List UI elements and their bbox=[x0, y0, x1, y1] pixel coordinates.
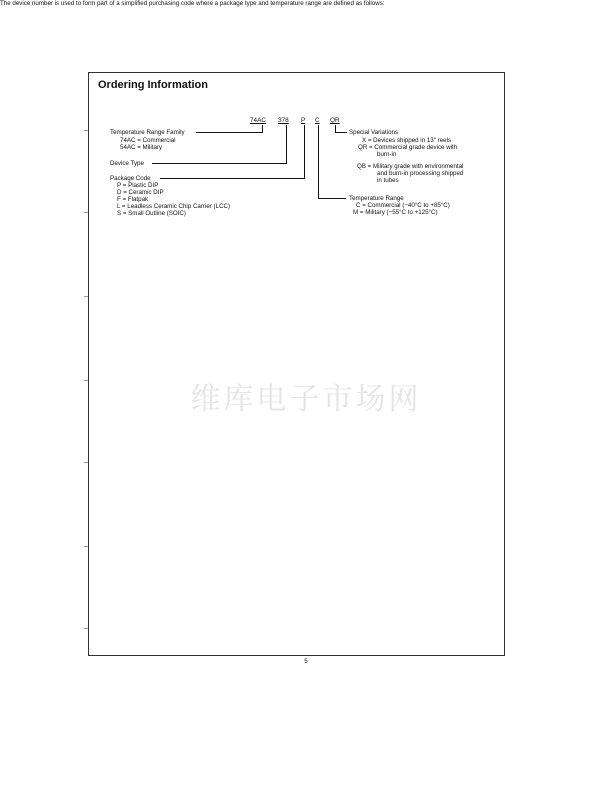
margin-tick bbox=[84, 130, 88, 131]
package-code-label: Package Code bbox=[110, 175, 151, 182]
leader-line-family bbox=[196, 132, 263, 133]
margin-tick bbox=[84, 546, 88, 547]
family-item: 54AC = Military bbox=[120, 144, 163, 151]
temperature-item: M = Military (−55°C to +125°C) bbox=[353, 209, 438, 216]
margin-tick bbox=[84, 296, 88, 297]
code-temperature: C bbox=[315, 117, 320, 124]
leader-line-package bbox=[160, 178, 305, 179]
special-item: QR = Commercial grade device with bbox=[358, 144, 458, 151]
leader-line-package bbox=[304, 125, 305, 179]
code-device: 378 bbox=[278, 117, 289, 124]
package-item: F = Flatpak bbox=[117, 196, 149, 203]
special-variations-label: Special Variations bbox=[349, 129, 399, 136]
package-item: D = Ceramic DIP bbox=[117, 189, 164, 196]
page-number: 5 bbox=[304, 658, 308, 665]
family-label: Temperature Range Family bbox=[110, 129, 185, 136]
package-item: L = Leadless Ceramic Chip Carrier (LCC) bbox=[117, 203, 231, 210]
special-item-continued: burn-in bbox=[377, 151, 397, 158]
leader-line-special bbox=[335, 132, 347, 133]
margin-tick bbox=[84, 462, 88, 463]
leader-line-device bbox=[152, 163, 287, 164]
special-item: X = Devices shipped in 13" reels bbox=[362, 137, 452, 144]
temperature-range-label: Temperature Range bbox=[349, 195, 404, 202]
leader-line-temperature bbox=[318, 125, 319, 199]
leader-line-device bbox=[286, 125, 287, 163]
margin-tick bbox=[84, 628, 88, 629]
special-item-continued: and burn-in processing shipped bbox=[377, 170, 464, 177]
code-family: 74AC bbox=[250, 117, 266, 124]
section-title: Ordering Information bbox=[98, 79, 208, 91]
package-item: P = Plastic DIP bbox=[117, 182, 159, 189]
intro-paragraph: The device number is used to form part of a simplified purchasing code where a package type and temperature range are defined as follows: bbox=[0, 0, 385, 7]
code-package: P bbox=[301, 117, 306, 124]
family-item: 74AC = Commercial bbox=[120, 137, 176, 144]
package-item: S = Small Outline (SOIC) bbox=[117, 210, 186, 217]
special-item: QB = Military grade with environmental bbox=[357, 163, 464, 170]
code-special: QR bbox=[330, 117, 340, 124]
watermark: 维库电子市场网 bbox=[190, 382, 422, 417]
device-type-label: Device Type bbox=[110, 160, 144, 167]
margin-tick bbox=[84, 212, 88, 213]
leader-line-temperature bbox=[318, 198, 346, 199]
page-frame bbox=[88, 72, 505, 656]
special-item-continued: in tubes bbox=[377, 177, 399, 184]
temperature-item: C = Commercial (−40°C to +85°C) bbox=[356, 202, 450, 209]
